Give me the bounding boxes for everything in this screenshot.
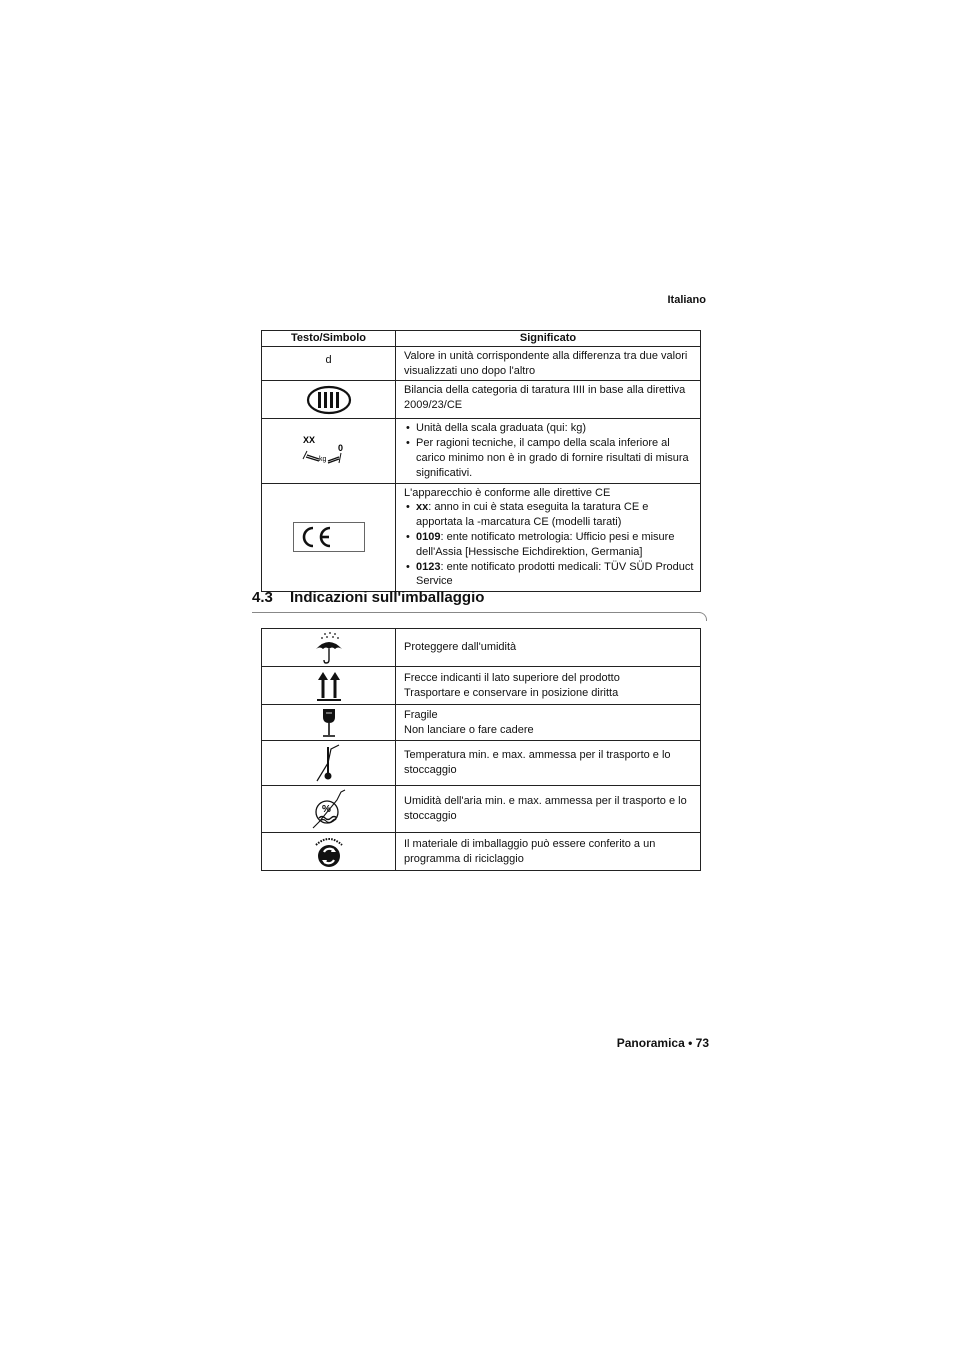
text-line: Umidità dell'aria min. e max. ammessa per il trasporto e lo stoccaggio — [404, 795, 687, 822]
text-line: Temperatura min. e max. ammessa per il trasporto e lo stoccaggio — [404, 749, 671, 776]
list-item: • Per ragioni tecniche, il campo della scala inferiore al carico minimo non è in grado di fornire risultati di misura significativi. — [404, 436, 694, 480]
meaning-cell — [396, 705, 701, 741]
section-number: 4.3 — [252, 589, 273, 606]
term-text: : anno in cui è stata eseguita la taratura CE e apportata la -marcatura CE (modelli tarati) — [416, 501, 649, 529]
bullet-list — [404, 421, 694, 480]
meaning-cell — [396, 741, 701, 786]
section-divider-curve — [698, 612, 707, 621]
section-title: Indicazioni sull'imballaggio — [290, 589, 485, 606]
table-header-row — [262, 331, 701, 347]
meaning-cell — [396, 667, 701, 705]
header-language: Italiano — [667, 294, 706, 306]
bold-term: xx — [416, 501, 429, 514]
bold-term: 0109 — [416, 530, 441, 543]
icon-text-xx: XX — [302, 434, 315, 445]
section-divider — [252, 612, 700, 613]
packaging-table — [261, 628, 701, 871]
term-text: : ente notificato metrologia: Ufficio pesi e misure dell'Assia [Hessische Eichdirektion, Germania] — [416, 530, 675, 558]
table-row — [262, 346, 701, 381]
table-row — [262, 786, 701, 833]
meaning-cell — [396, 483, 701, 592]
scale-range-kg-icon — [262, 419, 396, 483]
humidity-limits-icon — [262, 786, 396, 833]
bullet-list — [404, 500, 694, 589]
meaning-cell — [396, 629, 701, 667]
col-header-meaning: Significato — [396, 331, 701, 347]
meaning-cell — [396, 419, 701, 483]
fragile-glass-icon — [262, 705, 396, 741]
thermometer-limits-icon — [262, 741, 396, 786]
section-heading — [252, 589, 484, 606]
text-line: Frecce indicanti il lato superiore del prodotto — [404, 671, 620, 684]
page-footer: Panoramica • 73 — [616, 1036, 709, 1050]
table-row — [262, 629, 701, 667]
table-row — [262, 667, 701, 705]
icon-text-zero: 0 — [337, 442, 343, 453]
text-line: Non lanciare o fare cadere — [404, 723, 534, 736]
term-text: : ente notificato prodotti medicali: TÜV SÜD Product Service — [416, 560, 694, 588]
table-row — [262, 381, 701, 419]
text-line: Fragile — [404, 708, 438, 721]
text-line: Il materiale di imballaggio può essere conferito a un programma di riciclaggio — [404, 837, 656, 865]
this-way-up-arrows-icon — [262, 667, 396, 705]
text-line: Proteggere dall'umidità — [404, 641, 517, 654]
col-header-symbol: Testo/Simbolo — [262, 331, 396, 347]
meaning-cell: Valore in unità corrispondente alla differenza tra due valori visualizzati uno dopo l'altro — [396, 346, 701, 381]
ce-mark-icon — [293, 522, 365, 552]
bold-term: 0123 — [416, 560, 441, 573]
meaning-cell — [396, 786, 701, 833]
table-row — [262, 483, 701, 592]
calibration-class-IIII-icon — [262, 381, 396, 419]
table-row — [262, 741, 701, 786]
table-row — [262, 705, 701, 741]
ce-mark-cell — [262, 483, 396, 592]
icon-text-kg: kg — [318, 455, 326, 463]
umbrella-rain-icon — [262, 629, 396, 667]
list-item — [404, 560, 694, 590]
list-item — [404, 500, 694, 530]
meaning-cell: Bilancia della categoria di taratura IIII in base alla direttiva 2009/23/CE — [396, 381, 701, 419]
svg-text:%: % — [321, 804, 331, 815]
symbols-table — [261, 330, 701, 592]
list-item — [404, 530, 694, 560]
meaning-cell — [396, 833, 701, 871]
table-row — [262, 833, 701, 871]
ce-intro: L'apparecchio è conforme alle direttive CE — [404, 486, 611, 499]
symbol-text-d: d — [262, 346, 396, 381]
text-line: Trasportare e conservare in posizione diritta — [404, 686, 619, 699]
recycling-green-dot-icon — [262, 833, 396, 871]
table-row — [262, 419, 701, 483]
list-item: • Unità della scala graduata (qui: kg) — [404, 421, 694, 436]
